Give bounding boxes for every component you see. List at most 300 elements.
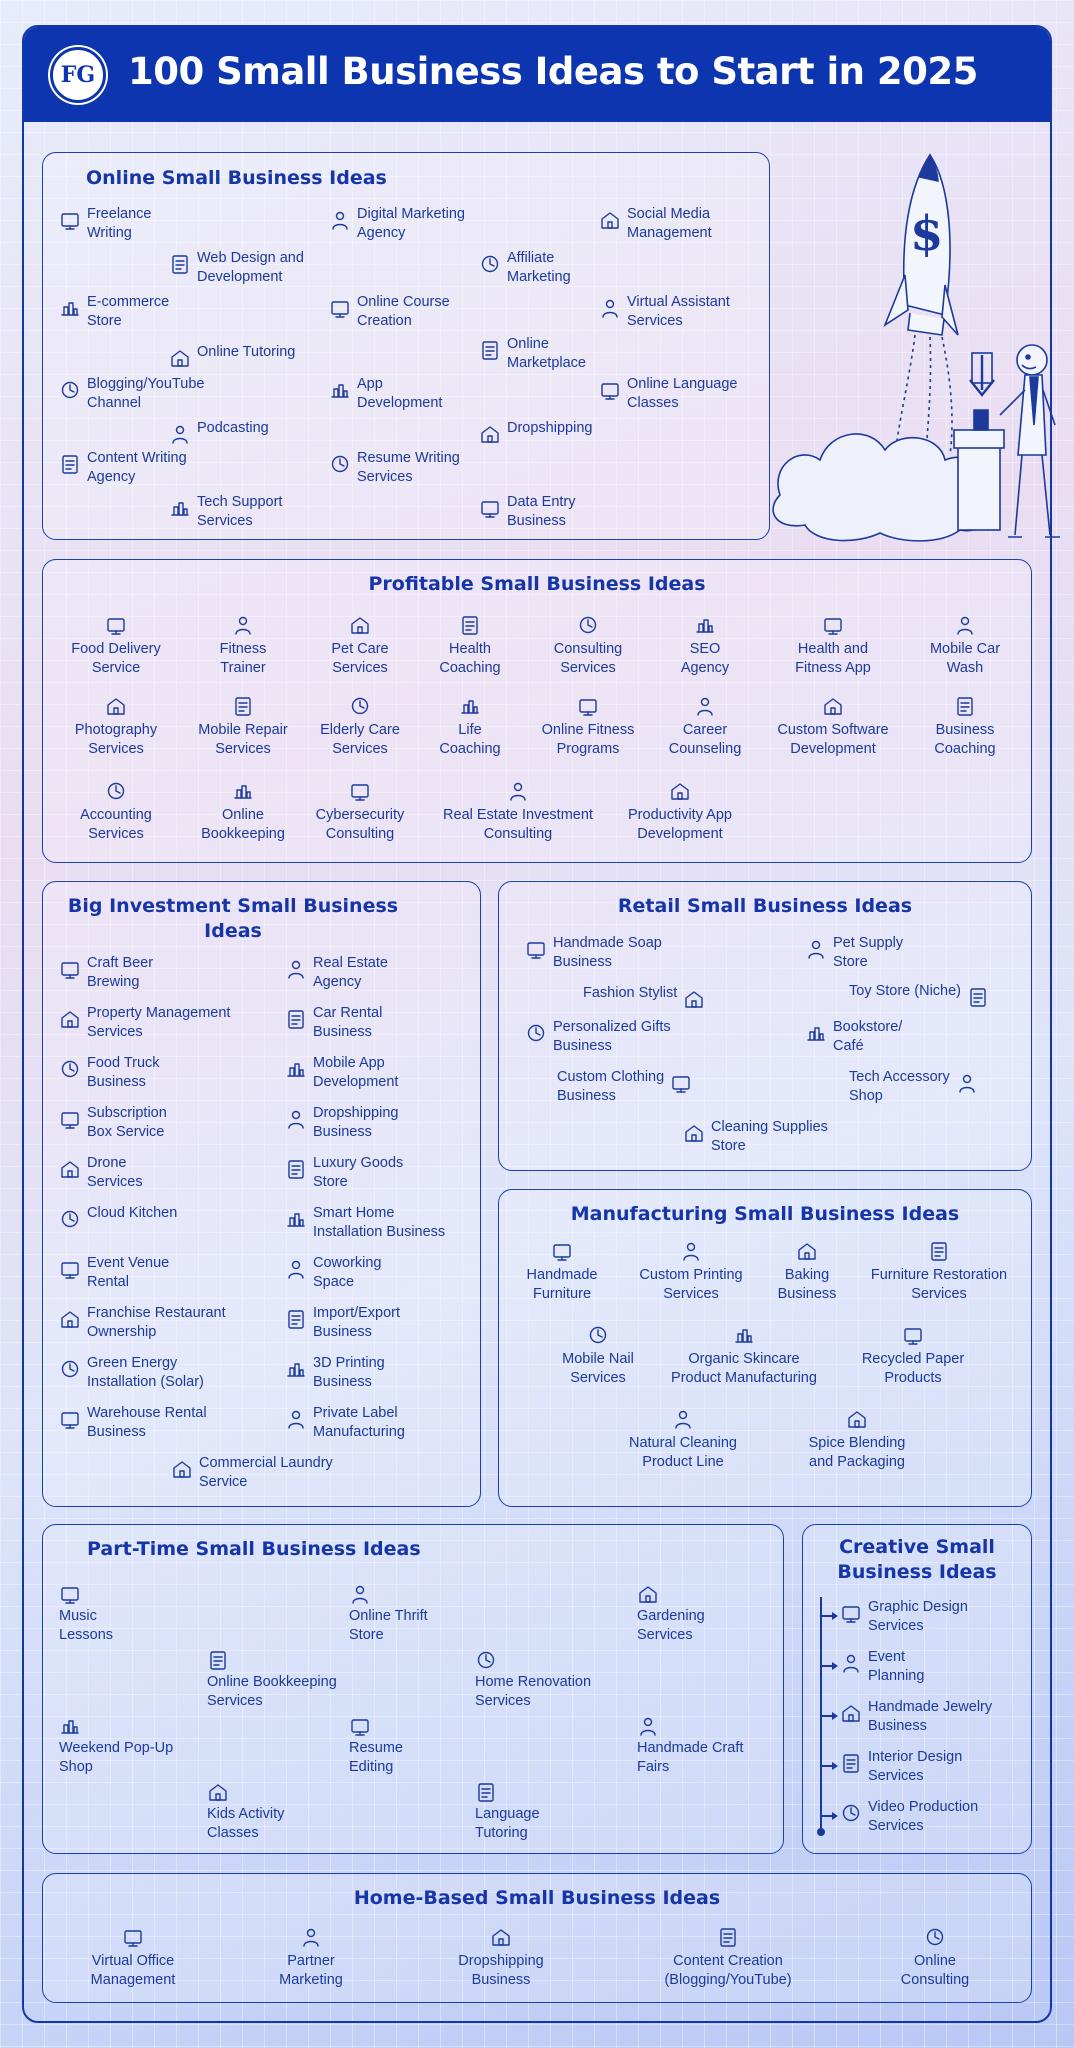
idea-label: Mobile Car Wash: [929, 641, 1001, 676]
idea-label: Partner Marketing: [279, 1953, 343, 1988]
idea-item: [479, 493, 576, 531]
idea-label: Coworking Space: [313, 1255, 382, 1290]
coworking-icon: [285, 1258, 307, 1280]
language-tutor-icon: [475, 1781, 497, 1803]
idea-label: Toy Store (Niche): [849, 983, 962, 999]
idea-item: [59, 1354, 204, 1392]
idea-label: Productivity App Development: [628, 807, 732, 842]
stick-figure-icon: [1000, 345, 1060, 537]
idea-label: Custom Printing Services: [639, 1267, 743, 1302]
idea-item: [840, 1798, 978, 1836]
idea-item: [59, 1004, 230, 1042]
course-box-icon: [329, 297, 351, 319]
property-icon: [59, 1008, 81, 1030]
idea-item: [479, 335, 586, 373]
bookstore-icon: [805, 1022, 827, 1044]
idea-item: [59, 205, 151, 243]
box-icon: [59, 1108, 81, 1130]
idea-item: [628, 1926, 828, 1990]
header-banner: [24, 27, 1050, 122]
phone-health-icon: [822, 614, 844, 636]
tutor-icon: [169, 347, 191, 369]
idea-label: Craft Beer Brewing: [87, 955, 154, 990]
big-investment-section: [42, 881, 481, 1507]
seo-chart-icon: [694, 614, 716, 636]
shop-window-icon: [59, 297, 81, 319]
sun-icon: [59, 1358, 81, 1380]
phone-repair-icon: [232, 695, 254, 717]
headphones-icon: [169, 423, 191, 445]
idea-label: Data Entry Business: [507, 494, 576, 529]
idea-label: Real Estate Agency: [313, 955, 388, 990]
idea-label: Food Truck Business: [87, 1055, 160, 1090]
craft-icon: [637, 1715, 659, 1737]
idea-label: Cleaning Supplies Store: [711, 1119, 828, 1154]
idea-item: [285, 1204, 445, 1242]
idea-label: Dropshipping: [507, 420, 593, 436]
idea-item: [285, 1404, 405, 1442]
retail-section: [498, 881, 1032, 1171]
smart-home-icon: [285, 1208, 307, 1230]
idea-item: [329, 293, 450, 331]
thrift-store-icon: [349, 1583, 371, 1605]
page-title: 100 Small Business Ideas to Start in 2025: [128, 50, 978, 93]
idea-item: [169, 493, 282, 531]
car-rental-icon: [285, 1008, 307, 1030]
life-coach-icon: [459, 695, 481, 717]
data-entry-icon: [479, 497, 501, 519]
idea-label: Tech Accessory Shop: [849, 1069, 950, 1104]
idea-item: [782, 1408, 932, 1472]
idea-label: Car Rental Business: [313, 1005, 383, 1040]
part-time-title: Part-Time Small Business Ideas: [87, 1538, 421, 1560]
idea-item: [231, 1926, 391, 1990]
idea-item: [285, 1304, 400, 1342]
idea-label: Affiliate Marketing: [507, 250, 571, 285]
idea-label: Property Management Services: [87, 1005, 231, 1040]
part-time-section: [42, 1524, 784, 1854]
idea-label: Baking Business: [777, 1267, 837, 1302]
idea-label: Mobile Nail Services: [562, 1351, 634, 1386]
recycle-icon: [902, 1324, 924, 1346]
cleaning-store-icon: [683, 1122, 705, 1144]
idea-item: [849, 1068, 978, 1106]
idea-label: E-commerce Store: [87, 294, 170, 329]
idea-label: Interior Design Services: [868, 1749, 963, 1784]
idea-item: [840, 1748, 962, 1786]
idea-label: Mobile App Development: [313, 1055, 399, 1090]
idea-item: [583, 984, 705, 1010]
idea-label: Online Consulting: [900, 1953, 970, 1988]
idea-label: Resume Editing: [349, 1740, 403, 1775]
idea-item: [171, 1454, 333, 1492]
idea-label: Online Course Creation: [357, 294, 450, 329]
idea-label: Spice Blending and Packaging: [808, 1435, 906, 1470]
creative-title: Creative Small Business Ideas: [837, 1536, 997, 1583]
play-icon: [59, 379, 81, 401]
idea-label: Cloud Kitchen: [87, 1205, 178, 1221]
bakery-icon: [796, 1240, 818, 1262]
idea-label: Elderly Care Services: [320, 722, 400, 757]
rocket-illustration: [760, 125, 1060, 555]
svg-text:$: $: [910, 206, 944, 262]
virtual-office-icon: [122, 1926, 144, 1948]
idea-label: Life Coaching: [439, 722, 501, 757]
cleaning-icon: [672, 1408, 694, 1430]
idea-item: [854, 1240, 1024, 1304]
idea-label: Online Tutoring: [197, 344, 296, 360]
idea-item: [523, 1324, 673, 1388]
idea-item: [59, 1154, 143, 1192]
idea-item: [349, 1579, 428, 1645]
pet-store-icon: [805, 938, 827, 960]
drone-icon: [59, 1158, 81, 1180]
idea-item: [59, 1204, 177, 1230]
package-icon: [846, 1408, 868, 1430]
music-icon: [59, 1583, 81, 1605]
health-coach-icon: [459, 614, 481, 636]
idea-item: [885, 614, 1045, 678]
retail-title: Retail Small Business Ideas: [617, 895, 913, 917]
browser-code-icon: [169, 253, 191, 275]
idea-item: [525, 1018, 671, 1056]
idea-label: Health Coaching: [439, 641, 501, 676]
idea-label: Bookstore/ Café: [833, 1019, 903, 1054]
idea-item: [169, 419, 269, 445]
idea-label: Language Tutoring: [475, 1806, 540, 1841]
idea-item: [637, 1711, 743, 1777]
idea-label: Custom Software Development: [777, 722, 889, 757]
idea-label: 3D Printing Business: [313, 1355, 385, 1390]
idea-label: Pet Care Services: [331, 641, 389, 676]
printer-3d-icon: [285, 1358, 307, 1380]
design-tools-icon: [840, 1602, 862, 1624]
brand-logo: FG: [50, 47, 106, 103]
idea-item: [557, 1068, 692, 1106]
idea-item: [608, 1408, 758, 1472]
idea-label: Organic Skincare Product Manufacturing: [671, 1351, 817, 1386]
career-icon: [694, 695, 716, 717]
brewery-icon: [59, 958, 81, 980]
consulting-icon: [577, 614, 599, 636]
scooter-icon: [105, 614, 127, 636]
social-grid-icon: [599, 209, 621, 231]
idea-label: Social Media Management: [627, 206, 712, 241]
soap-icon: [525, 938, 547, 960]
idea-label: Fashion Stylist: [583, 985, 678, 1001]
document-icon: [59, 453, 81, 475]
idea-item: [59, 1254, 169, 1292]
furniture-icon: [551, 1240, 573, 1262]
support-icon: [169, 497, 191, 519]
idea-label: Mobile Repair Services: [198, 722, 288, 757]
idea-label: Accounting Services: [80, 807, 152, 842]
idea-label: Weekend Pop-Up Shop: [59, 1740, 174, 1775]
idea-item: [207, 1645, 337, 1711]
idea-label: Online Bookkeeping: [201, 807, 285, 842]
idea-label: Resume Writing Services: [357, 450, 460, 485]
tech-shop-icon: [956, 1072, 978, 1094]
team-icon: [954, 695, 976, 717]
idea-item: [805, 1018, 902, 1056]
online-section: [42, 152, 770, 540]
skincare-icon: [733, 1324, 755, 1346]
timeline-arrow: [822, 1615, 836, 1617]
accounting-icon: [105, 780, 127, 802]
idea-item: [599, 375, 737, 413]
software-icon: [822, 695, 844, 717]
renovation-icon: [475, 1649, 497, 1671]
pet-care-icon: [349, 614, 371, 636]
elderly-care-icon: [349, 695, 371, 717]
idea-label: Handmade Furniture: [526, 1267, 598, 1302]
person-writing-icon: [59, 209, 81, 231]
nail-icon: [587, 1324, 609, 1346]
idea-item: [59, 1404, 207, 1442]
idea-label: Luxury Goods Store: [313, 1155, 404, 1190]
idea-label: Online Fitness Programs: [541, 722, 635, 757]
idea-item: [599, 205, 712, 243]
idea-label: Gardening Services: [637, 1608, 705, 1643]
idea-item: [329, 449, 460, 487]
interior-icon: [840, 1752, 862, 1774]
big-investment-title: Big Investment Small Business Ideas: [67, 895, 399, 942]
idea-item: [475, 1777, 540, 1843]
idea-label: Video Production Services: [868, 1799, 979, 1834]
idea-label: Personalized Gifts Business: [553, 1019, 671, 1054]
idea-item: [683, 1118, 828, 1156]
kids-icon: [207, 1781, 229, 1803]
idea-label: Music Lessons: [59, 1608, 114, 1643]
idea-label: Online Bookkeeping Services: [207, 1674, 337, 1709]
idea-label: Home Renovation Services: [475, 1674, 592, 1709]
gardening-icon: [637, 1583, 659, 1605]
idea-label: Event Venue Rental: [87, 1255, 170, 1290]
idea-label: Smart Home Installation Business: [313, 1205, 446, 1240]
online-fitness-icon: [577, 695, 599, 717]
tshirt-icon: [670, 1072, 692, 1094]
idea-label: Custom Clothing Business: [557, 1069, 665, 1104]
online-title: Online Small Business Ideas: [86, 167, 387, 189]
timeline-arrow: [822, 1665, 836, 1667]
timeline-arrow: [822, 1765, 836, 1767]
idea-item: [285, 1054, 398, 1092]
dropship-person-icon: [490, 1926, 512, 1948]
buildings-icon: [507, 780, 529, 802]
idea-label: Freelance Writing: [87, 206, 152, 241]
idea-label: Career Counseling: [668, 722, 742, 757]
idea-label: Content Writing Agency: [87, 450, 187, 485]
network-icon: [479, 253, 501, 275]
idea-label: Warehouse Rental Business: [87, 1405, 207, 1440]
idea-item: [479, 419, 592, 445]
dropship-network-icon: [285, 1108, 307, 1130]
camera-icon: [105, 695, 127, 717]
idea-item: [59, 1711, 173, 1777]
ballot-box-icon: [954, 353, 1004, 530]
idea-item: [59, 1104, 167, 1142]
resume-edit-icon: [349, 1715, 371, 1737]
idea-item: [855, 1926, 1015, 1990]
video-icon: [840, 1802, 862, 1824]
idea-item: [59, 375, 204, 413]
warehouse-icon: [59, 1408, 81, 1430]
idea-label: Subscription Box Service: [87, 1105, 167, 1140]
idea-label: Food Delivery Service: [71, 641, 161, 676]
laundry-icon: [171, 1458, 193, 1480]
profitable-section: [42, 559, 1032, 863]
idea-label: Drone Services: [87, 1155, 143, 1190]
idea-item: [849, 982, 989, 1008]
marketplace-icon: [479, 339, 501, 361]
idea-label: Online Marketplace: [507, 336, 586, 371]
idea-item: [840, 1698, 992, 1736]
restoration-icon: [928, 1240, 950, 1262]
idea-item: [349, 1711, 403, 1777]
idea-label: Handmade Jewelry Business: [868, 1699, 993, 1734]
manufacturing-section: [498, 1189, 1032, 1507]
kitchen-icon: [59, 1208, 81, 1230]
idea-label: Web Design and Development: [197, 250, 304, 285]
security-icon: [349, 780, 371, 802]
idea-label: Import/Export Business: [313, 1305, 401, 1340]
restaurant-icon: [59, 1308, 81, 1330]
idea-label: App Development: [357, 376, 443, 411]
idea-item: [600, 780, 760, 844]
idea-label: Franchise Restaurant Ownership: [87, 1305, 226, 1340]
idea-item: [654, 1324, 834, 1388]
idea-item: [53, 1926, 213, 1990]
stylist-icon: [683, 988, 705, 1010]
idea-label: Private Label Manufacturing: [313, 1405, 405, 1440]
home-based-title: Home-Based Small Business Ideas: [353, 1887, 721, 1909]
idea-item: [207, 1777, 284, 1843]
idea-item: [285, 1004, 382, 1042]
idea-item: [169, 249, 304, 287]
idea-label: Digital Marketing Agency: [357, 206, 465, 241]
idea-item: [599, 293, 730, 331]
idea-label: Online Language Classes: [627, 376, 738, 411]
idea-label: Handmade Craft Fairs: [637, 1740, 744, 1775]
idea-label: Event Planning: [868, 1649, 925, 1684]
idea-item: [59, 293, 169, 331]
app-icon: [329, 379, 351, 401]
idea-label: Commercial Laundry Service: [199, 1455, 333, 1490]
luxury-store-icon: [285, 1158, 307, 1180]
gift-card-icon: [525, 1022, 547, 1044]
idea-label: Fitness Trainer: [219, 641, 267, 676]
food-truck-icon: [59, 1058, 81, 1080]
idea-label: Consulting Services: [553, 641, 623, 676]
idea-item: [285, 954, 388, 992]
idea-item: [479, 249, 571, 287]
idea-label: Graphic Design Services: [868, 1599, 968, 1634]
profitable-title: Profitable Small Business Ideas: [368, 573, 706, 595]
assistant-icon: [599, 297, 621, 319]
books-icon: [232, 780, 254, 802]
idea-item: [285, 1354, 385, 1392]
bookkeeping-icon: [207, 1649, 229, 1671]
trophy-icon: [479, 423, 501, 445]
home-based-section: [42, 1873, 1032, 2003]
idea-item: [418, 780, 618, 844]
jewelry-icon: [840, 1702, 862, 1724]
idea-label: Podcasting: [197, 420, 269, 436]
idea-item: [475, 1645, 591, 1711]
timeline-arrow: [822, 1715, 836, 1717]
resume-icon: [329, 453, 351, 475]
idea-label: Recycled Paper Products: [861, 1351, 965, 1386]
idea-label: Handmade Soap Business: [553, 935, 662, 970]
idea-label: SEO Agency: [680, 641, 730, 676]
online-consulting-icon: [924, 1926, 946, 1948]
idea-item: [280, 780, 440, 844]
idea-label: Green Energy Installation (Solar): [87, 1355, 204, 1390]
idea-label: Photography Services: [74, 722, 158, 757]
content-creation-icon: [717, 1926, 739, 1948]
manufacturing-title: Manufacturing Small Business Ideas: [570, 1203, 960, 1225]
globe-icon: [285, 1308, 307, 1330]
idea-item: [805, 934, 903, 972]
label-icon: [285, 1408, 307, 1430]
idea-label: Cybersecurity Consulting: [315, 807, 405, 842]
toy-store-icon: [967, 986, 989, 1008]
partner-network-icon: [300, 1926, 322, 1948]
idea-label: Online Thrift Store: [349, 1608, 428, 1643]
idea-item: [59, 449, 187, 487]
calendar-icon: [840, 1652, 862, 1674]
idea-item: [840, 1648, 924, 1686]
mobile-app-icon: [285, 1058, 307, 1080]
language-icon: [599, 379, 621, 401]
printing-icon: [680, 1240, 702, 1262]
idea-label: Virtual Office Management: [90, 1953, 176, 1988]
van-icon: [954, 614, 976, 636]
popup-shop-icon: [59, 1715, 81, 1737]
idea-label: Dropshipping Business: [313, 1105, 399, 1140]
idea-label: Content Creation (Blogging/YouTube): [664, 1953, 792, 1988]
timeline-arrow: [822, 1815, 836, 1817]
idea-label: Blogging/YouTube Channel: [87, 376, 205, 411]
timeline-dot: [817, 1828, 825, 1836]
idea-label: Virtual Assistant Services: [627, 294, 730, 329]
venue-icon: [59, 1258, 81, 1280]
idea-label: Business Coaching: [934, 722, 996, 757]
idea-item: [59, 1304, 226, 1342]
idea-label: Furniture Restoration Services: [870, 1267, 1008, 1302]
idea-item: [838, 1324, 988, 1388]
idea-label: Health and Fitness App: [795, 641, 871, 676]
idea-label: Kids Activity Classes: [207, 1806, 285, 1841]
fitness-icon: [232, 614, 254, 636]
monitor-icon: [329, 209, 351, 231]
idea-item: [59, 1054, 160, 1092]
idea-item: [169, 343, 295, 369]
idea-item: [637, 1579, 705, 1645]
idea-item: [329, 205, 465, 243]
idea-item: [487, 1240, 637, 1304]
idea-label: Dropshipping Business: [458, 1953, 544, 1988]
idea-item: [285, 1254, 382, 1292]
idea-item: [59, 1579, 113, 1645]
idea-item: [885, 695, 1045, 759]
idea-label: Tech Support Services: [197, 494, 283, 529]
idea-item: [840, 1598, 968, 1636]
idea-item: [285, 1154, 403, 1192]
productivity-icon: [669, 780, 691, 802]
idea-item: [285, 1104, 398, 1142]
idea-item: [421, 1926, 581, 1990]
